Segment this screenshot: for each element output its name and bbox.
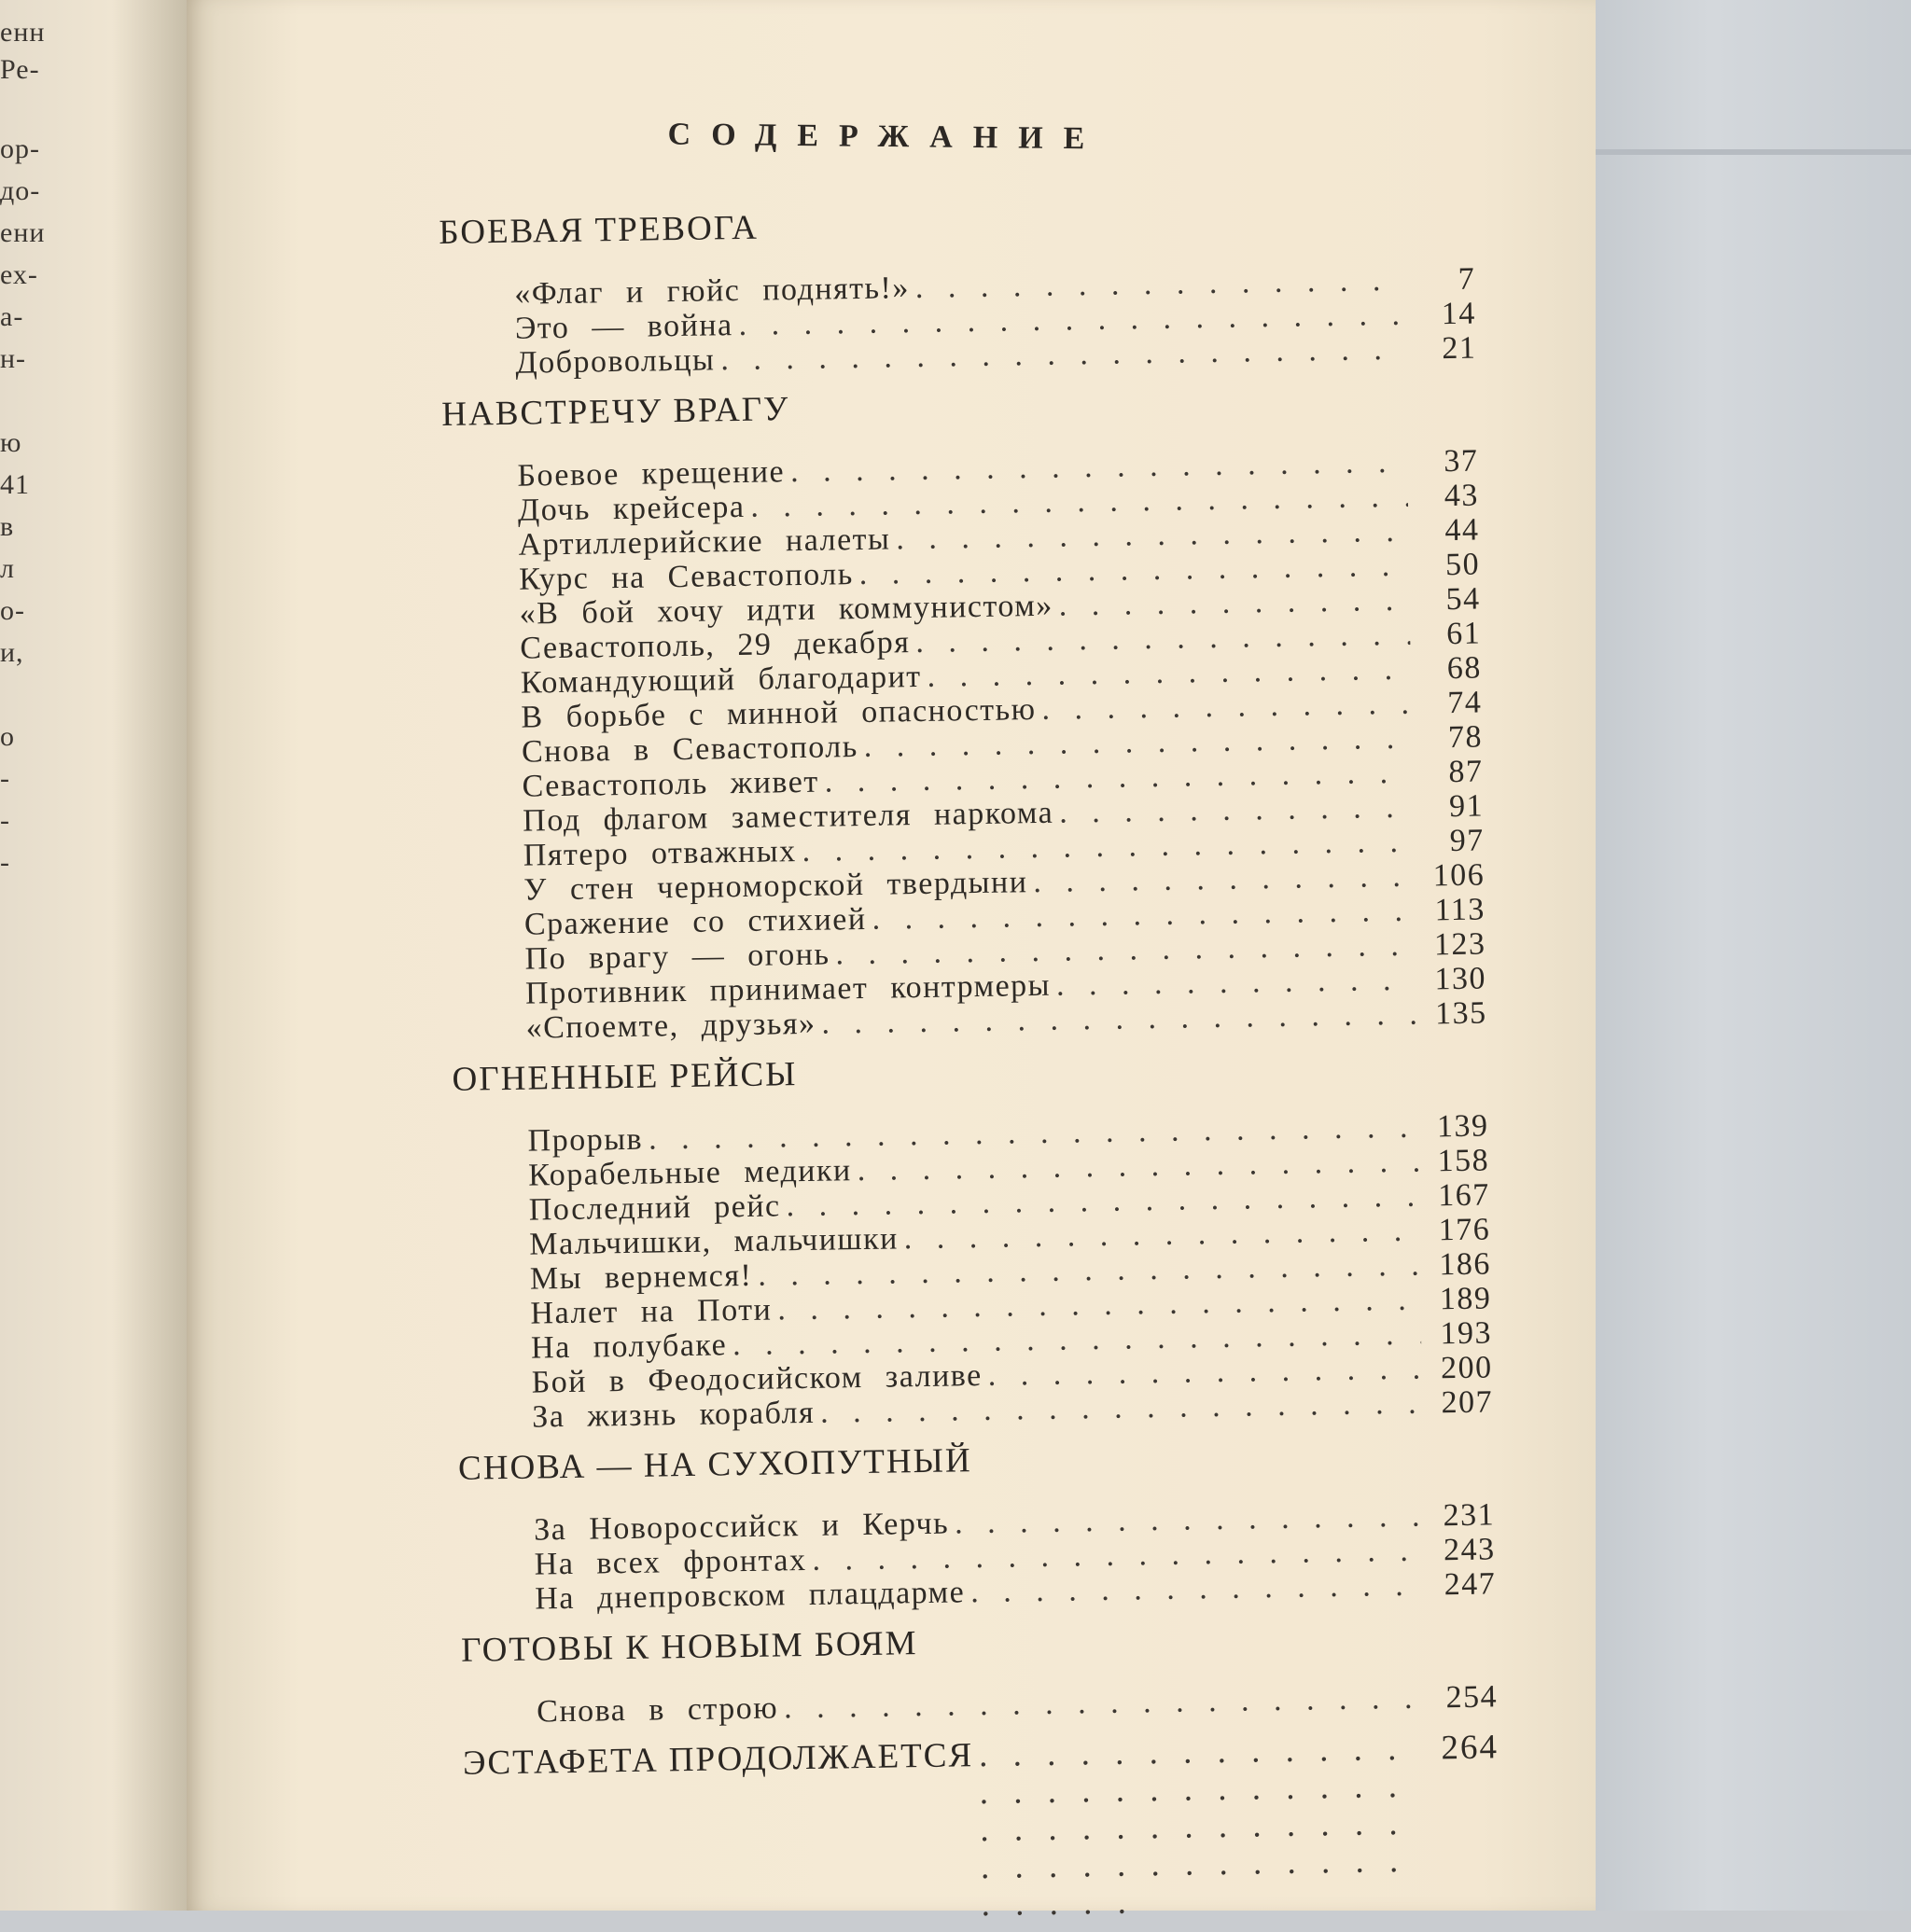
table-surface — [1577, 0, 1911, 1911]
section-title: ОГНЕННЫЕ РЕЙСЫ — [452, 1055, 798, 1099]
entry-title: Боевое крещение — [517, 454, 786, 493]
page-number: 14 — [1441, 296, 1477, 332]
left-page-text-fragment: ени — [0, 217, 46, 248]
left-page-text-fragment: л — [0, 553, 15, 584]
entry-title: «Флаг и гюйс поднять!» — [514, 271, 911, 312]
page-number: 207 — [1441, 1384, 1494, 1421]
page-number: 113 — [1434, 892, 1486, 928]
toc-section — [458, 1434, 1497, 1617]
left-page-text-fragment: 41 — [0, 469, 30, 500]
page-number: 231 — [1443, 1497, 1496, 1534]
entry-title: Артиллерийские налеты — [518, 521, 891, 563]
section-title: ЭСТАФЕТА ПРОДОЛЖАЕТСЯ — [462, 1736, 974, 1783]
toc-page — [187, 0, 1596, 1911]
entry-list — [453, 1108, 1493, 1435]
page-number: 97 — [1449, 823, 1485, 859]
entry-title: Последний рейс — [528, 1188, 781, 1228]
dot-leader — [979, 1730, 1430, 1925]
entry-title: За жизнь корабля — [531, 1395, 816, 1435]
page-number: 167 — [1437, 1177, 1490, 1214]
left-page-text-fragment: о — [0, 721, 15, 752]
left-page-text-fragment: енн — [0, 17, 46, 48]
toc-entry — [537, 1679, 1498, 1729]
entry-title: Снова в Севастополь — [521, 730, 859, 770]
left-page-text-fragment: о- — [0, 595, 25, 626]
page-number: 37 — [1443, 443, 1479, 480]
page-number: 7 — [1458, 261, 1476, 297]
left-page-text-fragment: и, — [0, 637, 24, 668]
page-number: 158 — [1437, 1143, 1490, 1179]
left-page-text-fragment: н- — [0, 343, 27, 374]
page-number: 264 — [1441, 1728, 1500, 1768]
page-number: 44 — [1444, 512, 1480, 549]
section-title: БОЕВАЯ ТРЕВОГА — [438, 208, 760, 252]
page-number: 123 — [1433, 926, 1486, 963]
page-number: 74 — [1447, 685, 1483, 721]
page-number: 106 — [1432, 857, 1486, 894]
entry-title: Бой в Феодосийском заливе — [531, 1358, 983, 1400]
entry-title: Корабельные медики — [527, 1153, 852, 1193]
entry-list — [439, 262, 1477, 382]
left-page-text-fragment: до- — [0, 175, 41, 206]
dot-leader — [970, 1568, 1426, 1610]
toc-section — [439, 199, 1477, 382]
left-page — [0, 0, 187, 1911]
page-number: 176 — [1438, 1212, 1491, 1248]
left-page-text-fragment: - — [0, 763, 10, 794]
entry-title: Прорыв — [527, 1121, 644, 1159]
page-number: 21 — [1442, 330, 1477, 367]
entry-title: Пятеро отважных — [523, 834, 797, 873]
dot-leader — [1058, 583, 1409, 623]
page-number: 139 — [1436, 1108, 1489, 1145]
entry-title: В борьбе с минной опасностью — [521, 692, 1037, 735]
page-number: 247 — [1444, 1566, 1497, 1603]
left-page-text-fragment: Ре- — [0, 54, 40, 85]
page-number: 189 — [1439, 1281, 1492, 1317]
entry-title: Под флагом заместителя наркома — [522, 795, 1054, 839]
entry-title: За Новороссийск и Керчь — [533, 1506, 950, 1548]
entry-title: По врагу — огонь — [524, 937, 830, 977]
dot-leader — [1041, 687, 1411, 727]
entry-title: Дочь крейсера — [517, 489, 746, 528]
table-of-contents — [439, 199, 1499, 1783]
page-number: 200 — [1440, 1350, 1493, 1386]
left-page-text-fragment: ю — [0, 427, 22, 458]
left-page-text-fragment: - — [0, 847, 10, 878]
entry-title: Это — война — [514, 308, 733, 346]
left-page-text-fragment: а- — [0, 301, 24, 332]
page-number: 193 — [1440, 1315, 1493, 1352]
page-number: 130 — [1434, 961, 1487, 997]
entry-title: Мы вернемся! — [529, 1258, 753, 1297]
left-page-text-fragment: - — [0, 805, 10, 836]
entry-title: На всех фронтах — [534, 1542, 807, 1582]
dot-leader — [1059, 790, 1413, 830]
page-number: 87 — [1448, 754, 1484, 790]
section-title: ГОТОВЫ К НОВЫМ БОЯМ — [460, 1624, 918, 1670]
toc-section — [452, 1045, 1493, 1435]
page-title: СОДЕРЖАНИЕ — [667, 117, 1106, 157]
entry-title: У стен черноморской твердыни — [523, 865, 1028, 908]
page-number: 61 — [1445, 616, 1482, 652]
page-number: 68 — [1446, 650, 1483, 687]
dot-leader — [784, 1681, 1428, 1726]
table-seam — [1596, 149, 1911, 155]
entry-title: Противник принимает контрмеры — [524, 967, 1052, 1011]
left-page-text-fragment: в — [0, 511, 15, 542]
entry-title: Сражение со стихией — [523, 901, 867, 942]
dot-leader — [1033, 859, 1414, 899]
entry-title: Командующий благодарит — [520, 659, 922, 701]
entry-title: Налет на Поти — [530, 1292, 773, 1331]
section-title: НАВСТРЕЧУ ВРАГУ — [441, 390, 790, 434]
page-number: 50 — [1444, 547, 1481, 583]
entry-list — [459, 1497, 1497, 1617]
entry-title: Добровольцы — [515, 342, 716, 381]
entry-title: Курс на Севастополь — [518, 557, 855, 597]
entry-title: Севастополь, 29 декабря — [520, 625, 911, 666]
entry-list — [462, 1679, 1498, 1730]
entry-title: На полубаке — [530, 1327, 728, 1366]
dot-leader — [1056, 963, 1416, 1003]
entry-title: Мальчишки, мальчишки — [529, 1221, 900, 1262]
entry-title: «В бой хочу идти коммунистом» — [519, 588, 1054, 632]
page-number: 135 — [1434, 995, 1487, 1032]
page-number: 78 — [1447, 719, 1484, 756]
entry-title: На днепровском плацдарме — [535, 1575, 966, 1617]
entry-title: Снова в строю — [536, 1690, 779, 1730]
entry-title: Севастополь живет — [522, 764, 819, 804]
page-number: 54 — [1445, 581, 1481, 618]
section-title: СНОВА — НА СУХОПУТНЫЙ — [457, 1441, 972, 1488]
left-page-text-fragment: ех- — [0, 259, 38, 290]
left-page-text-fragment: ор- — [0, 133, 40, 164]
entry-list — [442, 444, 1487, 1047]
page-number: 186 — [1439, 1246, 1492, 1283]
page-number: 91 — [1448, 788, 1485, 825]
toc-section — [461, 1616, 1499, 1730]
entry-title: «Споемте, друзья» — [525, 1006, 816, 1046]
page-number: 43 — [1444, 478, 1480, 514]
toc-final-entry — [463, 1729, 1499, 1782]
toc-section — [441, 381, 1487, 1047]
page-number: 243 — [1443, 1532, 1496, 1568]
page-number: 254 — [1445, 1679, 1499, 1716]
